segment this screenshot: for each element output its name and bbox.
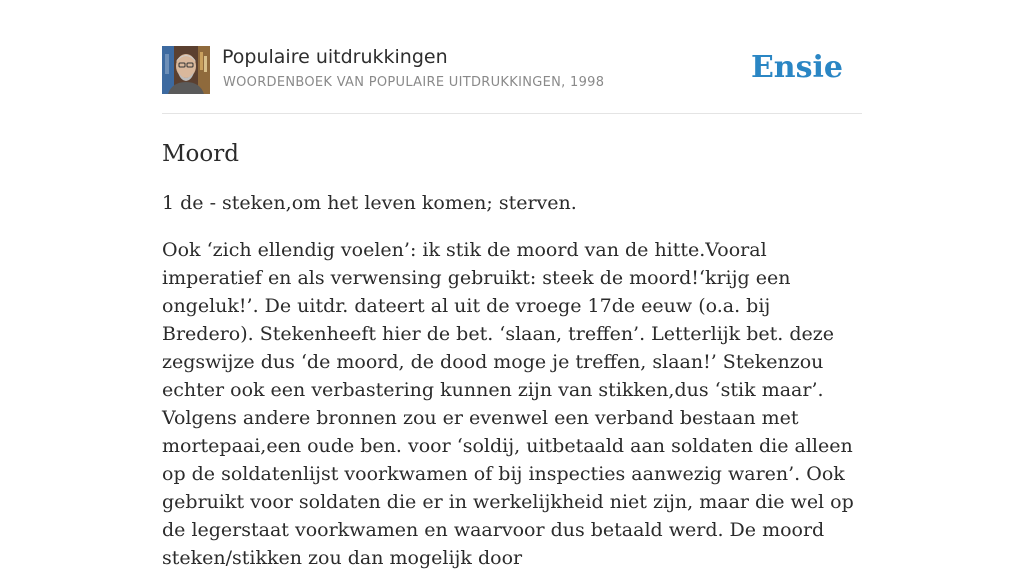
source-title[interactable]: Populaire uitdrukkingen	[222, 46, 448, 68]
source-subtitle: WOORDENBOEK VAN POPULAIRE UITDRUKKINGEN, 1998	[223, 75, 605, 90]
entry-explanation: Ook ‘zich ellendig voelen’: ik stik de moord van de hitte.Vooral imperatief en als verwensing gebruikt: steek de moord!‘krijg een ongeluk!’. De uitdr. dateert al uit de vroege 17de eeuw (o.a. bij Bredero). Stekenheeft hier de bet. ‘slaan, treffen’. Letterlijk bet. deze zegswijze dus ‘de moord, de dood moge je treffen, slaan!’ Stekenzou echter ook een verbastering kunnen zijn van stikken,dus ‘stik maar’. Volgens andere bronnen zou er evenwel een verband bestaan met mortepaai,een oude ben. voor ‘soldij, uitbetaald aan soldaten die alleen op de soldatenlijst voorkwamen of bij inspecties aanwezig waren’. Ook gebruikt voor soldaten die er in werkelijkheid niet zijn, maar die wel op de legerstaat voorkwamen en waarvoor dus betaald werd. De moord steken/stikken zou dan mogelijk door	[162, 239, 854, 569]
entry-header	[162, 46, 862, 114]
author-portrait-icon[interactable]	[162, 46, 210, 94]
entry-term: Moord	[162, 141, 239, 167]
entry-definition: 1 de - steken,om het leven komen; sterven.	[162, 192, 577, 214]
brand-logo-link[interactable]: Ensie	[750, 50, 843, 85]
entry-card	[162, 46, 862, 572]
